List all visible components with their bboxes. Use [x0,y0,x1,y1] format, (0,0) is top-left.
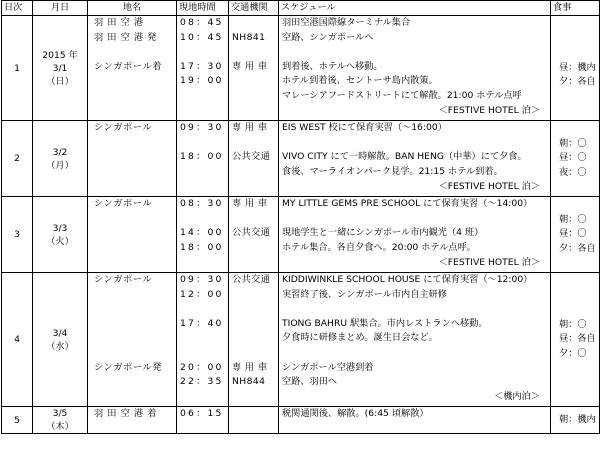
time-line: 20：00 [180,361,224,373]
date-line: 3/3 [52,222,68,234]
schedule-line: 到着後、ホテルへ移動。 [282,60,383,72]
date-line: 3/1 [52,62,68,74]
place-line: シンガポール着 [94,60,163,72]
meal-line: 昼：各自 [559,333,596,345]
transport-line [229,165,278,180]
day-schedule [279,121,551,197]
place-line [88,375,176,390]
place-line [88,89,176,104]
day-time [177,273,229,407]
schedule-line: ＜FESTIVE HOTEL 泊＞ [438,180,540,192]
place-line [88,45,176,60]
meal-line: 夕：各自 [559,242,596,254]
schedule-line: TIONG BAHRU 駅集合。市内レストランへ移動。 [282,317,488,329]
meal-line: 朝：〇 [559,137,587,149]
time-line [177,180,228,195]
itinerary-table [1,0,600,434]
time-line: 22：35 [180,376,224,388]
place-line: 羽 田 空 港 着 [94,408,158,420]
place-line [88,288,176,303]
transport-line [229,331,278,346]
time-line: 17：30 [180,60,224,72]
schedule-line [279,346,550,361]
place-line [88,331,176,346]
place-line [88,302,176,317]
time-line [177,302,228,317]
day-schedule [279,273,551,407]
transport-line [229,346,278,361]
meal-line [551,46,599,61]
time-line: 12：00 [180,288,224,300]
header-row [2,1,600,16]
header-day: 日次 [2,1,33,16]
place-line [88,180,176,195]
time-line [177,212,228,227]
schedule-line [279,136,550,151]
date-line: （日） [46,75,74,87]
place-line [88,317,176,332]
place-line: シンガポール [94,274,153,286]
schedule-line: ＜FESTIVE HOTEL 泊＞ [438,104,540,116]
time-line [177,89,228,104]
transport-line [229,136,278,151]
date-line: （火） [46,235,74,247]
day-transport [229,16,279,121]
day-date [33,407,88,434]
day-time [177,16,229,121]
meal-line: 夕：〇 [559,348,587,360]
header-time: 現地時間 [177,1,229,16]
meal-line: 夜：〇 [559,166,587,178]
schedule-line: 実習終了後、シンガポール市内自主研修 [282,288,447,300]
schedule-line: EIS WEST 校にて保育実習（～16:00） [282,122,447,134]
transport-line [229,407,278,422]
place-line: 羽 田 空 港 発 [94,31,158,43]
transport-line: 専 用 車 [232,122,268,134]
header-date: 月日 [33,1,88,16]
schedule-line: 空路、シンガポールへ [282,31,374,43]
day-date [33,273,88,407]
place-line [88,136,176,151]
meal-line: 朝：〇 [559,213,587,225]
schedule-line: 食後、マーライオンパーク見学。21:15 ホテル到着。 [282,165,503,177]
transport-line [229,89,278,104]
transport-line: 専 用 車 [232,361,268,373]
day-place [88,121,177,197]
day-row [2,273,600,407]
date-line: （水） [46,340,74,352]
time-line: 18：00 [180,241,224,253]
time-line [177,165,228,180]
schedule-line: ホテル集合。各自夕食へ。20:00 ホテル点呼。 [282,241,476,253]
day-place [88,16,177,121]
date-line: 3/2 [52,146,68,158]
day-date [33,121,88,197]
time-line: 09：30 [180,122,224,134]
day-schedule [279,197,551,273]
date-line: 3/5 [52,408,68,420]
time-line: 09：30 [180,274,224,286]
day-meals [551,16,600,121]
day-place [88,197,177,273]
header-meals: 食事 [551,1,600,16]
schedule-line: ＜機内泊＞ [494,390,540,402]
place-line [88,226,176,241]
time-line [177,136,228,151]
day-meals [551,121,600,197]
day-date [33,16,88,121]
transport-line [229,212,278,227]
transport-line [229,45,278,60]
day-number: 5 [2,407,33,434]
schedule-line: 現地学生と一緒にシンガポール市内観光（4 班） [282,227,484,239]
time-line: 10：45 [180,31,224,43]
day-meals [551,273,600,407]
itinerary-body [2,16,600,434]
meal-line: 昼：機内 [559,61,596,73]
day-place [88,407,177,434]
schedule-line: ＜FESTIVE HOTEL 泊＞ [438,256,540,268]
transport-line: NH844 [232,376,266,388]
day-number: 1 [2,16,33,121]
schedule-line: 空路、羽田へ [282,376,338,388]
schedule-line [279,212,550,227]
place-line [88,104,176,119]
day-time [177,197,229,273]
time-line [177,346,228,361]
day-meals [551,407,600,434]
time-line [177,104,228,119]
transport-line [229,317,278,332]
transport-line: 公共交通 [232,151,271,163]
transport-line [229,104,278,119]
date-line: 2015 年 [42,49,78,61]
meal-line: 朝：機内 [559,414,596,426]
transport-line [229,16,278,31]
header-schedule: スケジュール [279,1,551,16]
place-line [88,150,176,165]
schedule-line [279,45,550,60]
day-place [88,273,177,407]
schedule-line [279,302,550,317]
date-line: 3/4 [52,327,68,339]
time-line: 19：00 [180,75,224,87]
date-line: （月） [46,159,74,171]
day-date [33,197,88,273]
time-line: 17：40 [180,317,224,329]
meal-line: 朝：〇 [559,318,587,330]
schedule-line: 羽田空港国際線ターミナル集合 [282,17,411,28]
place-line: シンガポール [94,122,153,134]
place-line [88,212,176,227]
day-transport [229,273,279,407]
schedule-line: 夕食時に研修まとめ。誕生日会など。 [282,332,438,344]
transport-line [229,288,278,303]
time-line [177,331,228,346]
place-line: シンガポール発 [94,361,163,373]
day-row [2,197,600,273]
meal-line: 昼：〇 [559,152,587,164]
day-meals [551,197,600,273]
day-schedule [279,16,551,121]
transport-line: 専 用 車 [232,60,268,72]
place-line [88,74,176,89]
day-row [2,16,600,121]
day-number: 4 [2,273,33,407]
schedule-line: マレーシアフードストリートにて解散。21:00 ホテル点呼 [282,89,522,101]
transport-line [229,180,278,195]
time-line [177,45,228,60]
time-line: 08：45 [180,17,224,28]
place-line: 羽 田 空 港 [94,17,144,28]
transport-line: 公共交通 [232,227,271,239]
time-line [177,390,228,405]
place-line [88,165,176,180]
meal-line: 夕：各自 [559,76,596,88]
transport-line [229,256,278,271]
time-line: 06：15 [180,408,224,420]
transport-line [229,302,278,317]
time-line: 08：30 [180,198,224,210]
schedule-line: MY LITTLE GEMS PRE SCHOOL にて保育実習（～14:00） [282,198,533,210]
place-line [88,390,176,405]
day-schedule [279,407,551,434]
place-line [88,241,176,256]
day-row [2,407,600,434]
day-row [2,121,600,197]
transport-line: 公共交通 [232,274,271,286]
day-time [177,407,229,434]
schedule-line: シンガポール空港到着 [282,361,374,373]
time-line: 18：00 [180,151,224,163]
meal-line: 昼：〇 [559,228,587,240]
transport-line: NH841 [232,31,266,43]
schedule-line: VIVO CITY にて一時解散。BAN HENG（中華）にて夕食。 [282,151,527,163]
day-transport [229,407,279,434]
time-line: 14：00 [180,227,224,239]
day-transport [229,197,279,273]
day-time [177,121,229,197]
day-number: 2 [2,121,33,197]
schedule-line: ホテル到着後、セントーサ島内散策。 [282,75,438,87]
day-number: 3 [2,197,33,273]
schedule-line: 税関通関後、解散。(6:45 頃解散） [282,408,429,420]
transport-line [229,390,278,405]
header-place: 地名 [88,1,177,16]
day-transport [229,121,279,197]
date-line: （木） [46,421,74,433]
schedule-line: KIDDIWINKLE SCHOOL HOUSE にて保育実習（～12:00） [282,274,533,286]
time-line [177,256,228,271]
header-transport: 交通機関 [229,1,279,16]
place-line: シンガポール [94,198,153,210]
transport-line: 専 用 車 [232,198,268,210]
place-line [88,346,176,361]
place-line [88,256,176,271]
transport-line [229,74,278,89]
transport-line [229,241,278,256]
